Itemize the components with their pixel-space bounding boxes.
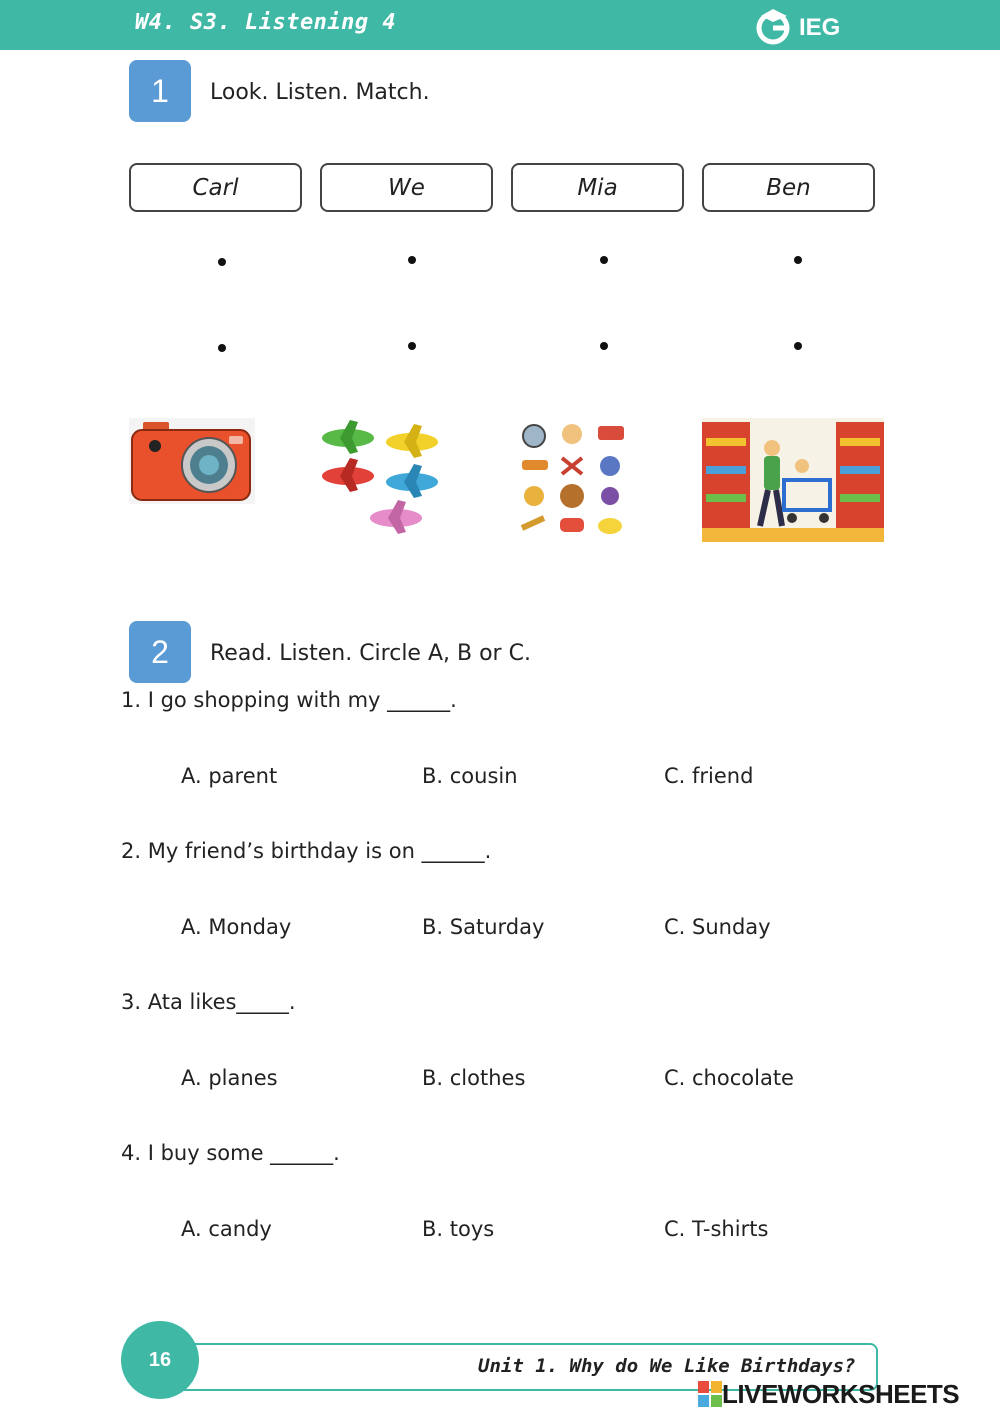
q3-option-c[interactable]: C. chocolate	[664, 1066, 794, 1090]
supermarket-picture	[702, 418, 884, 542]
q3-option-b[interactable]: B. clothes	[422, 1066, 526, 1090]
plane-yellow	[386, 424, 438, 458]
ieg-logo-icon	[755, 6, 795, 46]
logo-text: IEG	[799, 14, 841, 41]
toy-planes-picture	[318, 418, 444, 542]
name-box-carl[interactable]: Carl	[129, 163, 302, 212]
q4-option-b[interactable]: B. toys	[422, 1217, 495, 1241]
q1-option-c[interactable]: C. friend	[664, 764, 754, 788]
plane-green	[322, 420, 374, 454]
match-dot-bottom-3[interactable]	[600, 342, 608, 350]
match-dot-bottom-2[interactable]	[408, 342, 416, 350]
q2-option-a[interactable]: A. Monday	[181, 915, 292, 939]
section-2-number: 2	[129, 621, 191, 683]
match-dot-bottom-4[interactable]	[794, 342, 802, 350]
watermark-text: LIVEWORKSHEETS	[722, 1378, 960, 1409]
section-1-instruction: Look. Listen. Match.	[210, 80, 430, 105]
unit-title: Unit 1. Why do We Like Birthdays?	[478, 1355, 856, 1377]
question-2: 2. My friend’s birthday is on ______.	[121, 839, 492, 863]
liveworksheets-logo-icon	[698, 1381, 722, 1407]
plane-pink	[370, 500, 422, 534]
toys-picture	[514, 418, 632, 542]
name-box-mia[interactable]: Mia	[511, 163, 684, 212]
match-dot-top-2[interactable]	[408, 256, 416, 264]
q2-option-c[interactable]: C. Sunday	[664, 915, 771, 939]
plane-blue	[386, 464, 438, 498]
header-bar	[0, 0, 1000, 50]
match-dot-top-1[interactable]	[218, 258, 226, 266]
worksheet-title: W4. S3. Listening 4	[135, 10, 397, 35]
q2-option-b[interactable]: B. Saturday	[422, 915, 545, 939]
q3-option-a[interactable]: A. planes	[181, 1066, 278, 1090]
match-dot-top-3[interactable]	[600, 256, 608, 264]
plane-red	[322, 458, 374, 492]
section-2-instruction: Read. Listen. Circle A, B or C.	[210, 641, 531, 666]
q1-option-b[interactable]: B. cousin	[422, 764, 518, 788]
ieg-logo	[755, 6, 865, 46]
question-1: 1. I go shopping with my ______.	[121, 688, 457, 712]
page-number: 16	[121, 1321, 199, 1399]
question-3: 3. Ata likes_____.	[121, 990, 296, 1014]
q1-option-a[interactable]: A. parent	[181, 764, 278, 788]
section-1-number: 1	[129, 60, 191, 122]
match-dot-bottom-1[interactable]	[218, 344, 226, 352]
q4-option-a[interactable]: A. candy	[181, 1217, 272, 1241]
camera-picture	[129, 418, 255, 504]
name-box-we[interactable]: We	[320, 163, 493, 212]
q4-option-c[interactable]: C. T-shirts	[664, 1217, 769, 1241]
question-4: 4. I buy some ______.	[121, 1141, 340, 1165]
liveworksheets-watermark[interactable]	[698, 1379, 959, 1409]
match-dot-top-4[interactable]	[794, 256, 802, 264]
name-box-ben[interactable]: Ben	[702, 163, 875, 212]
